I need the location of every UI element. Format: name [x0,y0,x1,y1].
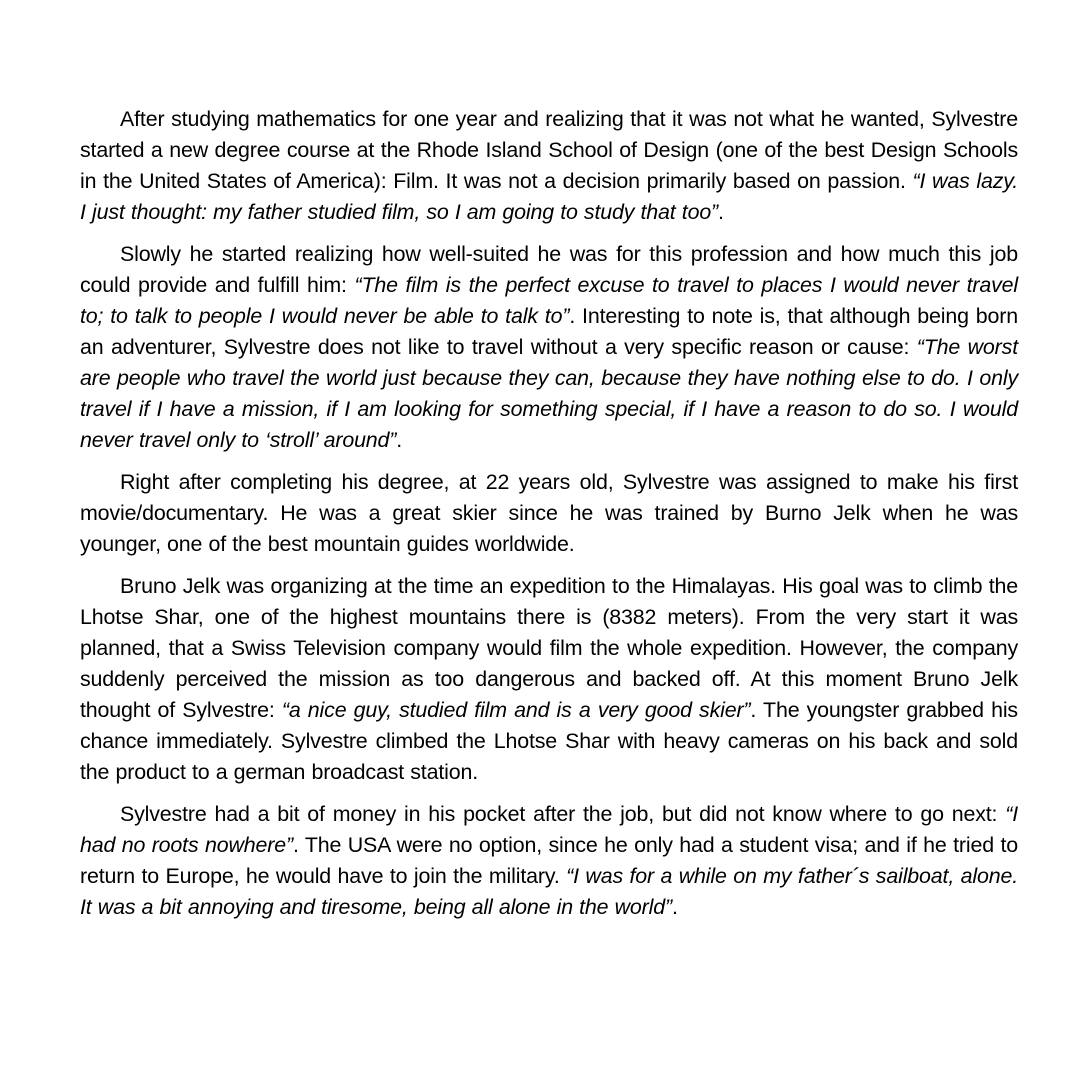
body-text-run: . [671,895,678,919]
body-text-run: . The USA were no option, since he only had a student visa; and if he tried to return to Europe, he would have to join the military. [80,833,1018,888]
body-text-run: Bruno Jelk was organizing at the time an expedition to the Himalayas. His goal was to climb the Lhotse Shar, one of the highest mountains there is (8382 meters). From the very start it was planned, that a Swiss Television company would film the whole expedition. However, the company suddenly perceived the mission as too dangerous and backed off. At this moment Bruno Jelk thought of Sylvestre: [80,574,1018,722]
quoted-text-run: “I had no roots nowhere” [80,802,1018,857]
quoted-text-run: “The film is the perfect excuse to travel to places I would never travel to; to talk to people I would never be able to talk to” [80,273,1018,328]
paragraph [80,239,1018,456]
body-text-run: Slowly he started realizing how well-suited he was for this profession and how much this job could provide and fulfill him: [80,242,1018,297]
paragraph [80,799,1018,923]
body-text-run: Sylvestre had a bit of money in his pocket after the job, but did not know where to go next: [120,802,1006,826]
paragraph [80,571,1018,788]
body-text-run: . [718,200,724,224]
quoted-text-run: “a nice guy, studied film and is a very good skier” [281,698,751,722]
body-text-run: . Interesting to note is, that although being born an adventurer, Sylvestre does not like to travel without a very specific reason or cause: [80,304,1019,359]
body-text-run: Right after completing his degree, at 22 years old, Sylvestre was assigned to make his first movie/documentary. He was a great skier since he was trained by Burno Jelk when he was younger, one of the best mountain guides worldwide. [80,470,1018,556]
body-text-run: After studying mathematics for one year and realizing that it was not what he wanted, Sylvestre started a new degree course at the Rhode Island School of Design (one of the best Design Schools in the United States of America): Film. It was not a decision primarily based on passion. [80,107,1018,193]
quoted-text-run: “The worst are people who travel the world just because they can, because they have nothing else to do. I only travel if I have a mission, if I am looking for something special, if I have a reason to do so. I would never travel only to ‘stroll’ around” [80,335,1018,452]
document-text-body [80,104,1018,923]
paragraph [80,467,1018,560]
quoted-text-run: “I was lazy. I just thought: my father studied film, so I am going to study that too” [80,169,1019,224]
body-text-run: . The youngster grabbed his chance immediately. Sylvestre climbed the Lhotse Shar with heavy cameras on his back and sold the product to a german broadcast station. [80,698,1018,784]
paragraph [80,104,1018,228]
body-text-run: . [396,428,403,452]
quoted-text-run: “I was for a while on my father´s sailboat, alone. It was a bit annoying and tiresome, being all alone in the world” [80,864,1019,919]
